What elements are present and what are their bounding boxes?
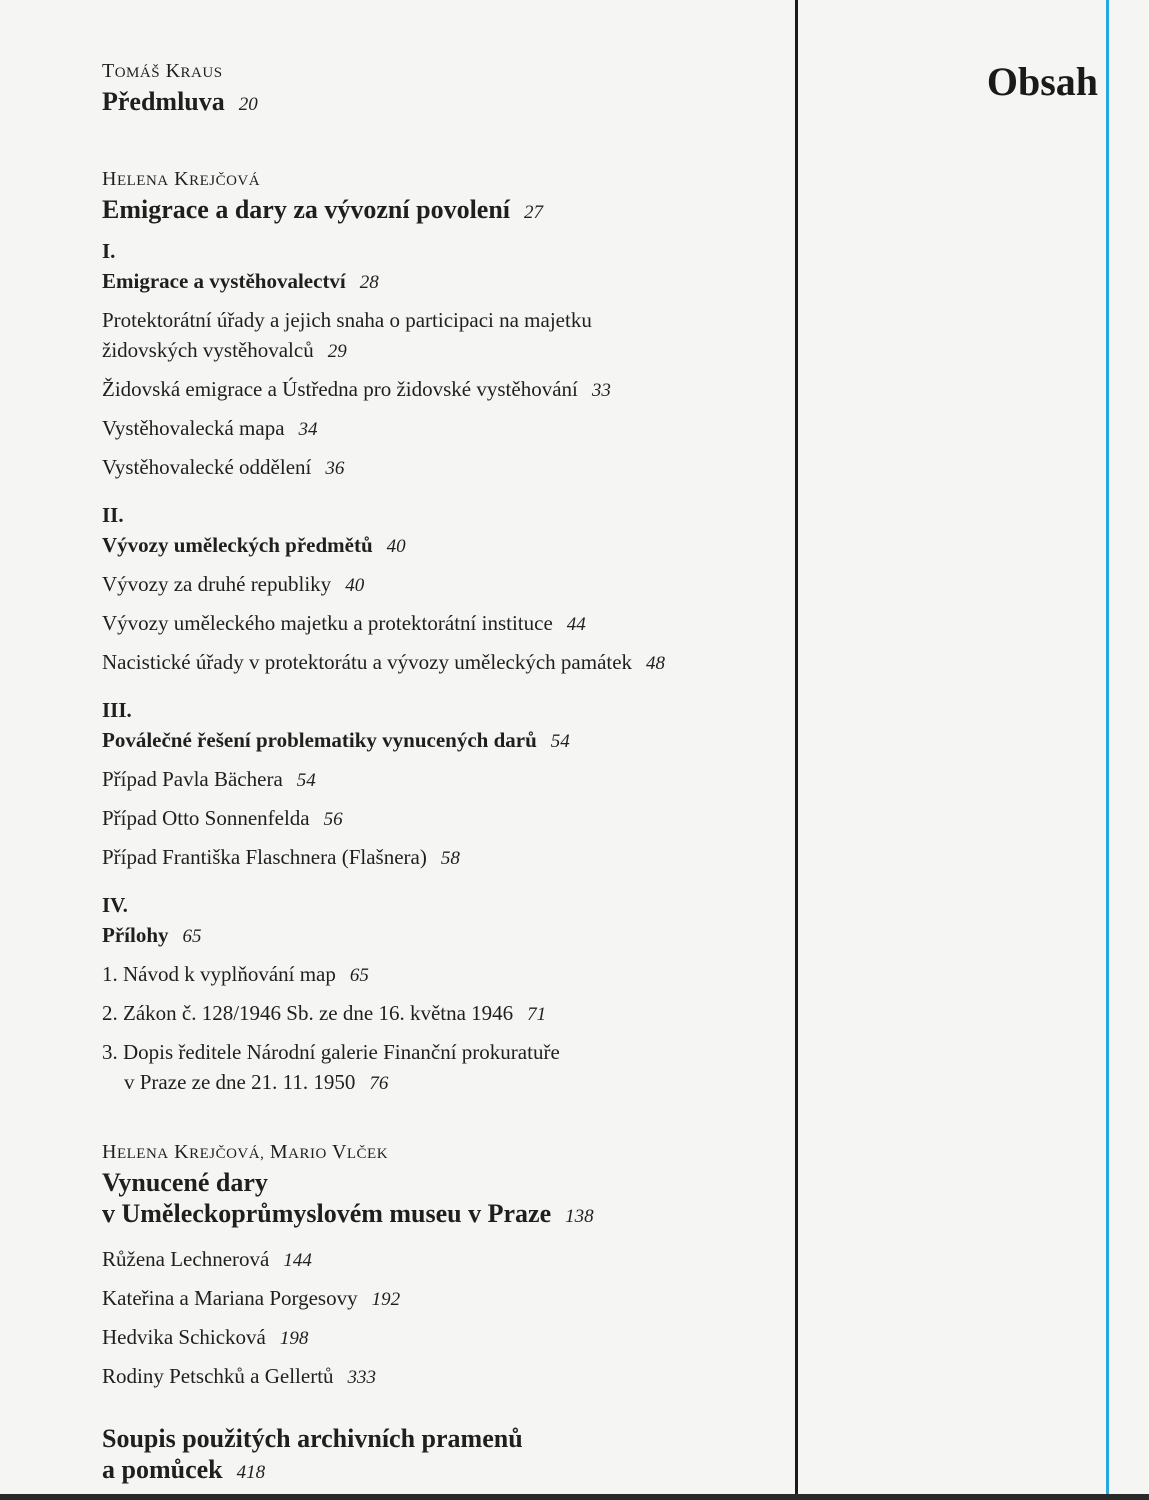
toc-item[interactable]: Vystěhovalecká mapa 34 xyxy=(102,416,318,440)
preface-entry xyxy=(102,58,782,120)
part-title[interactable]: Vývozy uměleckých předmětů 40 xyxy=(102,533,406,557)
column-divider xyxy=(795,0,798,1500)
preface-title[interactable]: Předmluva 20 xyxy=(102,87,258,116)
toc-item[interactable]: Protektorátní úřady a jejich snaha o participaci na majetku židovských vystěhovalců 29 xyxy=(102,308,592,362)
part-2 xyxy=(102,500,782,679)
part-3 xyxy=(102,695,782,874)
part-title[interactable]: Poválečné řešení problematiky vynucených darů 54 xyxy=(102,728,570,752)
toc-item[interactable]: Kateřina a Mariana Porgesovy 192 xyxy=(102,1286,401,1310)
sources-entry xyxy=(102,1423,782,1488)
essay2-title[interactable]: Vynucené dary v Uměleckoprůmyslovém museu v Praze 138 xyxy=(102,1168,594,1228)
essay2-entry xyxy=(102,1139,782,1393)
accent-line xyxy=(1106,0,1109,1500)
page-title: Obsah xyxy=(986,59,1098,104)
toc-item[interactable]: Rodiny Petschků a Gellertů 333 xyxy=(102,1364,377,1388)
page-bottom-edge xyxy=(0,1494,1149,1500)
part-4 xyxy=(102,890,782,1099)
toc-item[interactable]: Případ Pavla Bächera 54 xyxy=(102,767,316,791)
toc-item[interactable]: 1. Návod k vyplňování map 65 xyxy=(102,962,369,986)
essay1-entry xyxy=(102,166,782,1099)
sources-title[interactable]: Soupis použitých archivních pramenů a pomůcek 418 xyxy=(102,1424,523,1484)
table-of-contents xyxy=(102,58,782,1488)
toc-item[interactable]: Vystěhovalecké oddělení 36 xyxy=(102,455,345,479)
toc-item[interactable]: Případ Františka Flaschnera (Flašnera) 58 xyxy=(102,845,460,869)
part-1 xyxy=(102,236,782,484)
part-numeral: III. xyxy=(102,698,132,722)
toc-item[interactable]: Nacistické úřady v protektorátu a vývozy uměleckých památek 48 xyxy=(102,650,666,674)
part-title[interactable]: Emigrace a vystěhovalectví 28 xyxy=(102,269,379,293)
part-title[interactable]: Přílohy 65 xyxy=(102,923,202,947)
part-numeral: I. xyxy=(102,239,116,263)
part-numeral: II. xyxy=(102,503,124,527)
page-number: 138 xyxy=(565,1206,594,1227)
toc-item[interactable]: 2. Zákon č. 128/1946 Sb. ze dne 16. května 1946 71 xyxy=(102,1001,547,1025)
toc-item[interactable]: Vývozy uměleckého majetku a protektorátní instituce 44 xyxy=(102,611,586,635)
essay2-authors: HELENA KREJČOVÁ, MARIO VLČEK xyxy=(102,1141,389,1163)
page-number: 27 xyxy=(524,202,544,223)
part-numeral: IV. xyxy=(102,893,128,917)
toc-item[interactable]: Vývozy za druhé republiky 40 xyxy=(102,572,365,596)
toc-item[interactable]: Případ Otto Sonnenfelda 56 xyxy=(102,806,343,830)
essay1-author: HELENA KREJČOVÁ xyxy=(102,168,261,190)
essay1-title[interactable]: Emigrace a dary za vývozní povolení 27 xyxy=(102,195,544,224)
page-number: 418 xyxy=(236,1462,266,1483)
toc-item[interactable]: 3. Dopis ředitele Národní galerie Finanční prokuratuře v Praze ze dne 21. 11. 1950 76 xyxy=(102,1040,560,1094)
toc-item[interactable]: Růžena Lechnerová 144 xyxy=(102,1247,312,1271)
toc-item[interactable]: Židovská emigrace a Ústředna pro židovské vystěhování 33 xyxy=(102,377,611,401)
page-number: 20 xyxy=(238,94,258,115)
toc-item[interactable]: Hedvika Schicková 198 xyxy=(102,1325,309,1349)
preface-author: TOMÁŠ KRAUS xyxy=(102,60,223,82)
